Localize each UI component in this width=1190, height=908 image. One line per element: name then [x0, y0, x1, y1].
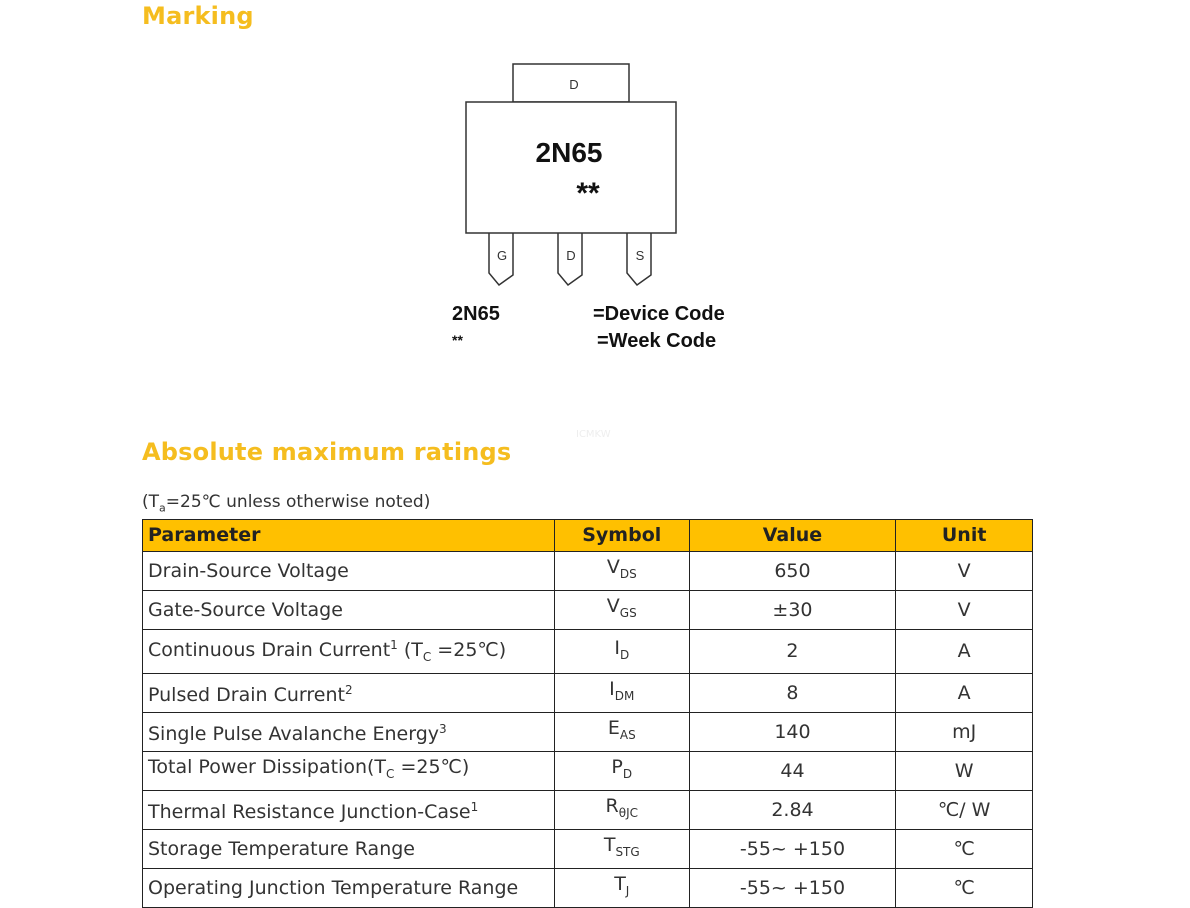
- cell-parameter: [143, 630, 555, 674]
- table-row: [143, 713, 1033, 752]
- symbol-letter: R: [605, 795, 619, 817]
- param-name: Drain-Source Voltage: [148, 559, 349, 582]
- table-body: [143, 552, 1033, 908]
- cell-parameter: [143, 674, 555, 713]
- symbol-subscript: θJC: [618, 806, 638, 820]
- table-row: [143, 552, 1033, 591]
- table-row: [143, 591, 1033, 630]
- note-sub: a: [159, 501, 166, 515]
- symbol-letter: T: [614, 873, 626, 895]
- pin-gate: [489, 233, 513, 285]
- param-name: Continuous Drain Current: [148, 639, 391, 661]
- cell-symbol: [554, 791, 689, 830]
- param-name: Operating Junction Temperature Range: [148, 876, 519, 899]
- cell-symbol: [554, 713, 689, 752]
- param-name: Pulsed Drain Current: [148, 684, 345, 706]
- cell-unit: ℃/ W: [896, 791, 1033, 830]
- cell-value: 2.84: [689, 791, 896, 830]
- cell-symbol: [554, 630, 689, 674]
- param-condition-sub: C: [386, 767, 395, 781]
- cell-symbol: [554, 674, 689, 713]
- legend-week-code: **: [452, 332, 463, 348]
- cell-symbol: [554, 752, 689, 791]
- symbol-letter: T: [603, 834, 616, 856]
- param-condition-end: =25℃): [431, 639, 507, 661]
- cell-symbol: [554, 830, 689, 869]
- header-value: Value: [689, 520, 896, 552]
- symbol-letter: I: [614, 636, 620, 659]
- week-code-mark: **: [576, 177, 600, 210]
- param-condition-end: =25℃): [394, 756, 470, 778]
- ratings-table: [142, 519, 1033, 908]
- table-row: [143, 830, 1033, 869]
- cell-value: -55~ +150: [689, 869, 896, 908]
- pin-drain: [558, 233, 582, 285]
- table-row: [143, 752, 1033, 791]
- legend-device-code: 2N65: [452, 303, 500, 325]
- note-prefix: (T: [142, 492, 160, 512]
- header-unit: Unit: [896, 520, 1033, 552]
- param-footnote: 2: [344, 683, 353, 697]
- cell-value: 8: [689, 674, 896, 713]
- param-footnote: 1: [470, 800, 479, 814]
- conditions-note: [142, 492, 430, 514]
- pin-label-s: S: [635, 248, 645, 263]
- cell-value: -55~ +150: [689, 830, 896, 869]
- symbol-letter: V: [606, 595, 620, 617]
- cell-unit: V: [896, 552, 1033, 591]
- param-name: Single Pulse Avalanche Energy: [148, 723, 439, 745]
- cell-parameter: [143, 752, 555, 791]
- pin-source: [627, 233, 651, 285]
- cell-symbol: [554, 591, 689, 630]
- cell-symbol: [554, 552, 689, 591]
- marking-heading: Marking: [142, 2, 254, 30]
- symbol-subscript: D: [619, 647, 630, 662]
- param-condition: (T: [366, 756, 387, 778]
- param-condition: (T: [397, 639, 423, 661]
- cell-value: 140: [689, 713, 896, 752]
- symbol-letter: I: [609, 678, 615, 700]
- param-footnote: 3: [439, 722, 447, 736]
- cell-value: 44: [689, 752, 896, 791]
- cell-parameter: [143, 830, 555, 869]
- cell-unit: A: [896, 630, 1033, 674]
- cell-unit: ℃: [896, 869, 1033, 908]
- symbol-subscript: J: [625, 884, 630, 898]
- param-footnote: 1: [390, 638, 398, 652]
- ratings-heading: Absolute maximum ratings: [142, 438, 512, 466]
- legend-device-code-desc: =Device Code: [593, 303, 725, 325]
- table-header-row: [143, 520, 1033, 552]
- cell-parameter: [143, 869, 555, 908]
- cell-value: 2: [689, 630, 896, 674]
- symbol-letter: P: [611, 756, 623, 778]
- header-symbol: Symbol: [554, 520, 689, 552]
- tab-pin-label: D: [569, 77, 579, 92]
- table-row: [143, 674, 1033, 713]
- cell-unit: mJ: [896, 713, 1033, 752]
- symbol-subscript: STG: [615, 845, 640, 859]
- symbol-subscript: DS: [619, 567, 637, 581]
- cell-unit: V: [896, 591, 1033, 630]
- cell-parameter: [143, 591, 555, 630]
- package-marking-diagram: [440, 55, 750, 295]
- cell-parameter: [143, 552, 555, 591]
- pin-label-g: G: [496, 248, 508, 263]
- param-condition-sub: C: [422, 650, 432, 664]
- symbol-subscript: GS: [619, 606, 637, 620]
- symbol-subscript: AS: [619, 728, 636, 742]
- cell-parameter: [143, 791, 555, 830]
- symbol-subscript: DM: [614, 689, 635, 703]
- cell-unit: A: [896, 674, 1033, 713]
- legend-week-code-desc: =Week Code: [597, 330, 717, 352]
- cell-unit: ℃: [896, 830, 1033, 869]
- cell-value: 650: [689, 552, 896, 591]
- cell-value: ±30: [689, 591, 896, 630]
- pin-label-d: D: [566, 248, 576, 263]
- symbol-subscript: D: [622, 767, 633, 781]
- note-suffix: =25℃ unless otherwise noted): [165, 492, 431, 512]
- header-parameter: Parameter: [143, 520, 555, 552]
- watermark: ICMKW: [576, 429, 611, 440]
- param-name: Total Power Dissipation: [148, 756, 367, 778]
- table-row: [143, 630, 1033, 674]
- symbol-letter: E: [607, 717, 620, 739]
- table-row: [143, 791, 1033, 830]
- param-name: Thermal Resistance Junction-Case: [148, 801, 471, 823]
- cell-unit: W: [896, 752, 1033, 791]
- cell-symbol: [554, 869, 689, 908]
- param-name: Storage Temperature Range: [148, 837, 415, 860]
- table-row: [143, 869, 1033, 908]
- symbol-letter: V: [606, 556, 620, 578]
- cell-parameter: [143, 713, 555, 752]
- device-code-mark: 2N65: [535, 137, 603, 168]
- param-name: Gate-Source Voltage: [148, 598, 343, 621]
